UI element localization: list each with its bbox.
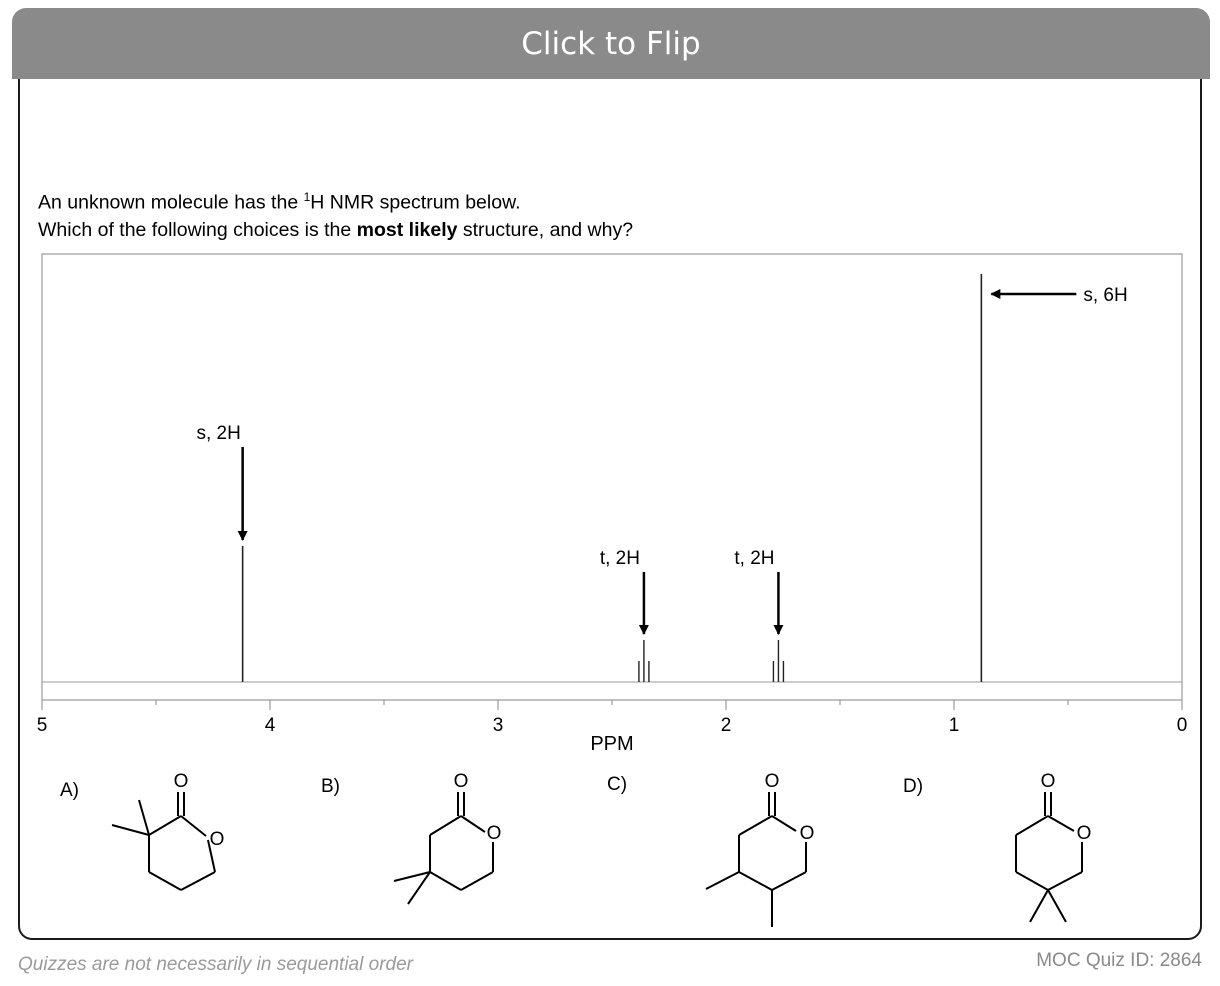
- question-line-2-prefix: Which of the following choices is the: [38, 218, 357, 241]
- tick-label: 3: [492, 715, 504, 736]
- x-axis-label: PPM: [590, 733, 634, 755]
- carbonyl-o-d: O: [1040, 771, 1056, 792]
- question-line-1-prefix: An unknown molecule has the: [38, 191, 304, 214]
- choice-c-label[interactable]: C): [607, 774, 628, 795]
- spectrum-peaks: [243, 274, 982, 682]
- peak-annotations: [196, 285, 1127, 634]
- structure-b[interactable]: [394, 792, 493, 904]
- flip-button-label: Click to Flip: [521, 26, 701, 62]
- question-emphasis: most likely: [356, 218, 458, 241]
- question-line-1-suffix: H NMR spectrum below.: [310, 191, 521, 214]
- question-line-2-suffix: structure, and why?: [457, 218, 634, 241]
- structure-a[interactable]: [112, 792, 215, 890]
- superscript-1: 1: [303, 190, 311, 204]
- tick-label: 5: [36, 715, 48, 736]
- carbonyl-o-c: O: [764, 771, 780, 792]
- ring-o-d: O: [1076, 823, 1092, 844]
- axis-ticks: [37, 700, 1188, 736]
- peak-label: t, 2H: [734, 548, 775, 569]
- choice-a-label[interactable]: A): [60, 780, 79, 801]
- ring-o-b: O: [486, 823, 502, 844]
- choice-b-label[interactable]: B): [321, 776, 340, 797]
- tick-label: 1: [948, 715, 960, 736]
- choice-d-label[interactable]: D): [903, 776, 924, 797]
- carbonyl-o-b: O: [453, 771, 469, 792]
- peak-label: t, 2H: [599, 548, 640, 569]
- tick-label: 2: [720, 715, 732, 736]
- peak-label: s, 6H: [1083, 285, 1128, 306]
- carbonyl-o-a: O: [173, 771, 189, 792]
- ring-o-a: O: [209, 829, 225, 850]
- sequence-note: Quizzes are not necessarily in sequential order: [18, 954, 413, 975]
- tick-label: 4: [264, 715, 276, 736]
- quiz-id: MOC Quiz ID: 2864: [1036, 950, 1202, 971]
- structure-d[interactable]: [1016, 792, 1082, 922]
- peak-label: s, 2H: [196, 423, 241, 444]
- spectrum-frame: [42, 254, 1182, 700]
- ring-o-c: O: [799, 823, 815, 844]
- structure-c[interactable]: [706, 792, 806, 927]
- tick-label: 0: [1176, 715, 1188, 736]
